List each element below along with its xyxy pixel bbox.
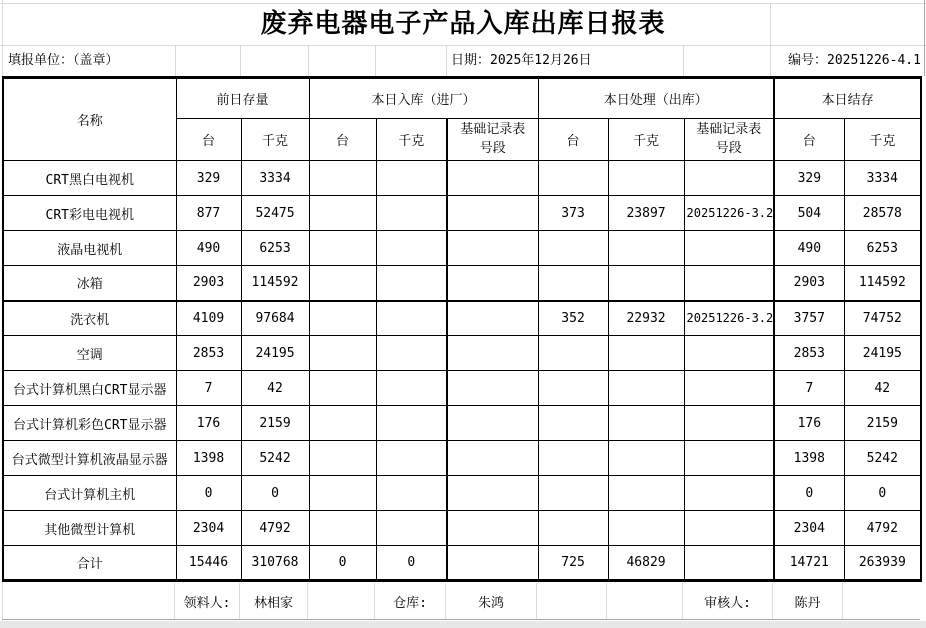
col-header-kg: 千克 — [376, 119, 447, 161]
cell: 14721 — [774, 546, 844, 581]
cell — [447, 161, 538, 196]
cell: 7 — [774, 371, 844, 406]
cell: 0 — [176, 476, 241, 511]
col-header-units: 台 — [309, 119, 376, 161]
cell: 2903 — [774, 266, 844, 301]
header-group-row — [3, 78, 921, 119]
product-name: 其他微型计算机 — [3, 511, 176, 546]
cell: 5242 — [844, 441, 921, 476]
footer-cell — [607, 583, 683, 619]
cell — [684, 161, 774, 196]
cell — [447, 371, 538, 406]
cell — [447, 266, 538, 301]
cell — [376, 266, 447, 301]
product-name: 台式计算机黑白CRT显示器 — [3, 371, 176, 406]
col-group-balance: 本日结存 — [774, 78, 921, 119]
table-row — [3, 511, 921, 546]
cell — [684, 266, 774, 301]
product-name: 冰箱 — [3, 266, 176, 301]
collector-name: 林相家 — [240, 583, 308, 619]
col-header-record-range-text: 基础记录表号段 — [696, 122, 762, 156]
cell — [608, 406, 684, 441]
cell: 42 — [844, 371, 921, 406]
gridline-info-1 — [175, 46, 176, 76]
cell — [538, 476, 608, 511]
reporting-unit-label: 填报单位：（盖章） — [8, 53, 119, 68]
cell: 1398 — [176, 441, 241, 476]
cell — [309, 301, 376, 336]
cell: 329 — [774, 161, 844, 196]
cell — [447, 406, 538, 441]
cell — [608, 161, 684, 196]
cell — [684, 511, 774, 546]
cell: 74752 — [844, 301, 921, 336]
footer-cell — [537, 583, 607, 619]
cell — [376, 406, 447, 441]
cell — [447, 476, 538, 511]
cell: 7 — [176, 371, 241, 406]
col-header-kg: 千克 — [844, 119, 921, 161]
col-group-previous-stock: 前日存量 — [176, 78, 309, 119]
cell — [538, 406, 608, 441]
cell: 46829 — [608, 546, 684, 581]
cell — [684, 371, 774, 406]
cell: 2853 — [774, 336, 844, 371]
cell — [538, 231, 608, 266]
collector-label: 领料人: — [175, 583, 240, 619]
col-header-units: 台 — [538, 119, 608, 161]
col-header-record-range — [684, 119, 774, 161]
cell: 2159 — [241, 406, 309, 441]
cell: 504 — [774, 196, 844, 231]
cell: 24195 — [844, 336, 921, 371]
product-name: 空调 — [3, 336, 176, 371]
auditor-name: 陈丹 — [773, 583, 843, 619]
cell: 52475 — [241, 196, 309, 231]
cell: 1398 — [774, 441, 844, 476]
cell — [309, 476, 376, 511]
cell — [376, 511, 447, 546]
col-header-units: 台 — [176, 119, 241, 161]
report-table — [2, 76, 922, 582]
cell: 114592 — [241, 266, 309, 301]
col-header-units: 台 — [774, 119, 844, 161]
cell — [376, 336, 447, 371]
warehouse-label: 仓库: — [375, 583, 446, 619]
cell — [684, 546, 774, 581]
cell: 2903 — [176, 266, 241, 301]
cell: 22932 — [608, 301, 684, 336]
table-row — [3, 231, 921, 266]
signature-row — [2, 583, 920, 620]
col-group-outbound: 本日处理（出库） — [538, 78, 774, 119]
report-title: 废弃电器电子产品入库出库日报表 — [260, 9, 666, 39]
col-group-inbound: 本日入库（进厂） — [309, 78, 538, 119]
cell — [608, 266, 684, 301]
cell — [538, 336, 608, 371]
bottom-edge-strip — [0, 621, 926, 628]
cell — [538, 161, 608, 196]
product-name: CRT彩电电视机 — [3, 196, 176, 231]
cell — [538, 511, 608, 546]
cell — [447, 546, 538, 581]
cell — [608, 511, 684, 546]
cell — [376, 441, 447, 476]
cell — [447, 301, 538, 336]
cell — [309, 336, 376, 371]
cell — [376, 196, 447, 231]
product-name: 台式微型计算机液晶显示器 — [3, 441, 176, 476]
report-code: 编号：20251226-4.1 — [788, 53, 921, 68]
cell: 877 — [176, 196, 241, 231]
product-name: 洗衣机 — [3, 301, 176, 336]
warehouse-keeper-name: 朱鸿 — [446, 583, 537, 619]
cell — [538, 266, 608, 301]
cell — [684, 476, 774, 511]
gridline-info-3 — [308, 46, 309, 76]
footer-cell — [308, 583, 375, 619]
cell: 28578 — [844, 196, 921, 231]
cell: 725 — [538, 546, 608, 581]
cell: 6253 — [241, 231, 309, 266]
cell — [309, 371, 376, 406]
cell — [447, 231, 538, 266]
cell: 329 — [176, 161, 241, 196]
cell: 20251226-3.2 — [684, 196, 774, 231]
cell: 42 — [241, 371, 309, 406]
table-row — [3, 161, 921, 196]
cell: 0 — [376, 546, 447, 581]
cell: 20251226-3.2 — [684, 301, 774, 336]
cell: 176 — [176, 406, 241, 441]
cell: 5242 — [241, 441, 309, 476]
cell: 23897 — [608, 196, 684, 231]
cell — [309, 161, 376, 196]
footer-cell — [2, 583, 175, 619]
cell: 2304 — [774, 511, 844, 546]
col-header-record-range — [447, 119, 538, 161]
cell — [309, 511, 376, 546]
cell — [608, 476, 684, 511]
cell — [309, 231, 376, 266]
cell: 0 — [309, 546, 376, 581]
gridline-info-5 — [446, 46, 447, 76]
cell: 2853 — [176, 336, 241, 371]
product-name: 液晶电视机 — [3, 231, 176, 266]
cell — [684, 441, 774, 476]
cell — [309, 441, 376, 476]
table-row — [3, 476, 921, 511]
cell: 490 — [774, 231, 844, 266]
product-name: 台式计算机主机 — [3, 476, 176, 511]
table-row — [3, 196, 921, 231]
cell: 3334 — [844, 161, 921, 196]
table-row-total — [3, 546, 921, 581]
cell — [376, 476, 447, 511]
cell: 373 — [538, 196, 608, 231]
cell — [447, 511, 538, 546]
cell — [376, 231, 447, 266]
cell: 6253 — [844, 231, 921, 266]
cell — [608, 336, 684, 371]
col-header-kg: 千克 — [241, 119, 309, 161]
cell: 4109 — [176, 301, 241, 336]
cell — [447, 336, 538, 371]
cell: 176 — [774, 406, 844, 441]
cell — [684, 406, 774, 441]
cell: 114592 — [844, 266, 921, 301]
cell — [608, 231, 684, 266]
gridline-info-6 — [683, 46, 684, 76]
cell: 2304 — [176, 511, 241, 546]
cell — [376, 161, 447, 196]
cell: 352 — [538, 301, 608, 336]
col-header-record-range-text: 基础记录表号段 — [460, 122, 526, 156]
cell — [684, 336, 774, 371]
cell: 263939 — [844, 546, 921, 581]
product-name: CRT黑白电视机 — [3, 161, 176, 196]
gridline-info-2 — [240, 46, 241, 76]
gridline-info-4 — [375, 46, 376, 76]
footer-cell — [843, 583, 920, 619]
cell: 3757 — [774, 301, 844, 336]
col-header-kg: 千克 — [608, 119, 684, 161]
total-label: 合计 — [3, 546, 176, 581]
cell: 0 — [774, 476, 844, 511]
cell: 490 — [176, 231, 241, 266]
cell — [376, 371, 447, 406]
cell — [309, 266, 376, 301]
cell: 97684 — [241, 301, 309, 336]
cell — [309, 406, 376, 441]
table-row — [3, 301, 921, 336]
cell — [447, 441, 538, 476]
cell — [538, 441, 608, 476]
table-row — [3, 406, 921, 441]
cell: 310768 — [241, 546, 309, 581]
cell — [309, 196, 376, 231]
table-row — [3, 371, 921, 406]
cell: 24195 — [241, 336, 309, 371]
cell — [608, 441, 684, 476]
cell — [447, 196, 538, 231]
cell: 3334 — [241, 161, 309, 196]
cell: 0 — [241, 476, 309, 511]
report-date: 日期：2025年12月26日 — [451, 53, 592, 68]
table-row — [3, 336, 921, 371]
table-row — [3, 441, 921, 476]
cell: 4792 — [844, 511, 921, 546]
cell: 15446 — [176, 546, 241, 581]
cell — [376, 301, 447, 336]
product-name: 台式计算机彩色CRT显示器 — [3, 406, 176, 441]
cell — [608, 371, 684, 406]
cell — [684, 231, 774, 266]
col-header-name: 名称 — [3, 78, 176, 161]
table-row — [3, 266, 921, 301]
auditor-label: 审核人: — [683, 583, 773, 619]
cell: 4792 — [241, 511, 309, 546]
cell: 0 — [844, 476, 921, 511]
cell: 2159 — [844, 406, 921, 441]
cell — [538, 371, 608, 406]
